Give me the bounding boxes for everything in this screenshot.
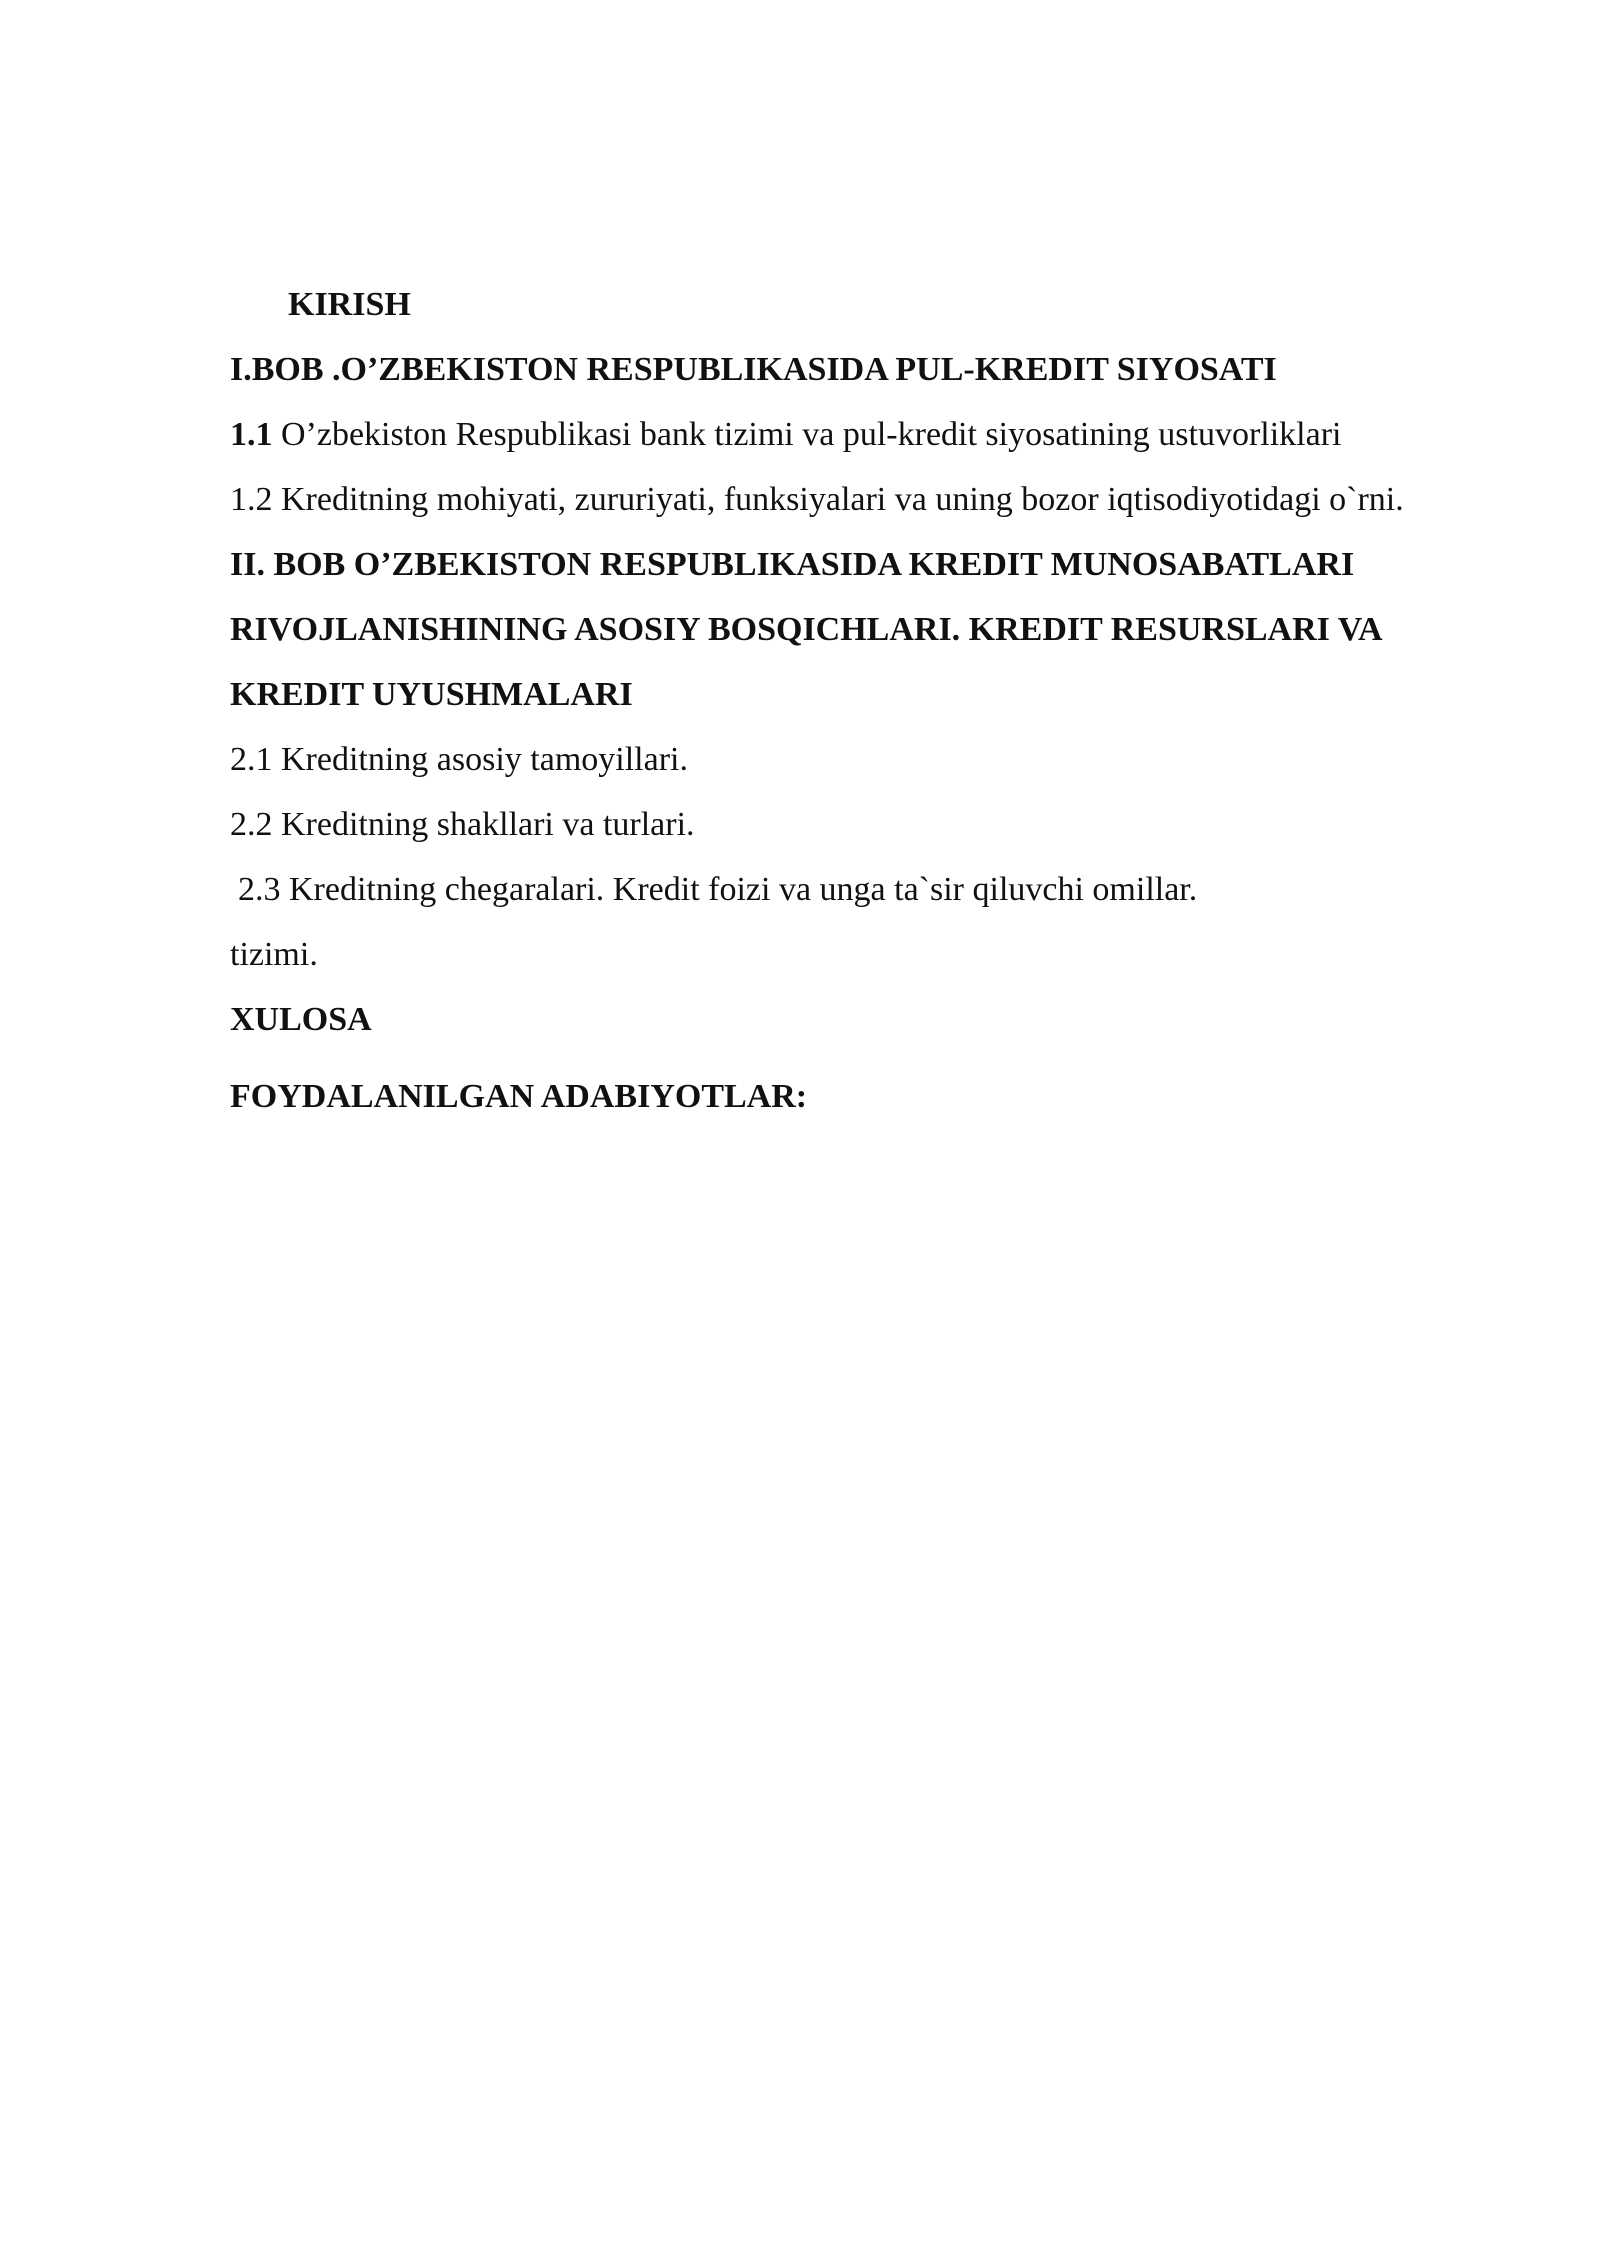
toc-item-1-2: 1.2 Kreditning mohiyati, zururiyati, funksiyalari va uning bozor iqtisodiyotidagi o`rni. [230, 481, 1404, 518]
toc-chapter2-title-line-1: II. BOB O’ZBEKISTON RESPUBLIKASIDA KREDIT MUNOSABATLARI [230, 546, 1355, 583]
toc-item-text: O’zbekiston Respublikasi bank tizimi va pul-kredit siyosatining ustuvorliklari [272, 416, 1342, 453]
toc-item-2-2: 2.2 Kreditning shakllari va turlari. [230, 806, 695, 843]
toc-item-2-3: 2.3 Kreditning chegaralari. Kredit foizi va unga ta`sir qiluvchi omillar. [238, 871, 1198, 908]
toc-chapter1-title: I.BOB .O’ZBEKISTON RESPUBLIKASIDA PUL-KREDIT SIYOSATI [230, 351, 1277, 388]
table-of-contents [230, 281, 1510, 1138]
toc-item-fragment: tizimi. [230, 936, 318, 973]
toc-item-1-1 [230, 411, 1510, 476]
toc-item-2-1: 2.1 Kreditning asosiy tamoyillari. [230, 741, 688, 778]
toc-chapter2-title-line-3: KREDIT UYUSHMALARI [230, 676, 633, 713]
toc-chapter2-title-line-2: RIVOJLANISHINING ASOSIY BOSQICHLARI. KREDIT RESURSLARI VA [230, 611, 1383, 648]
toc-item-number: 1.1 [230, 416, 273, 453]
toc-references: FOYDALANILGAN ADABIYOTLAR: [230, 1078, 808, 1115]
toc-conclusion: XULOSA [230, 1001, 372, 1038]
toc-intro: KIRISH [288, 286, 411, 323]
